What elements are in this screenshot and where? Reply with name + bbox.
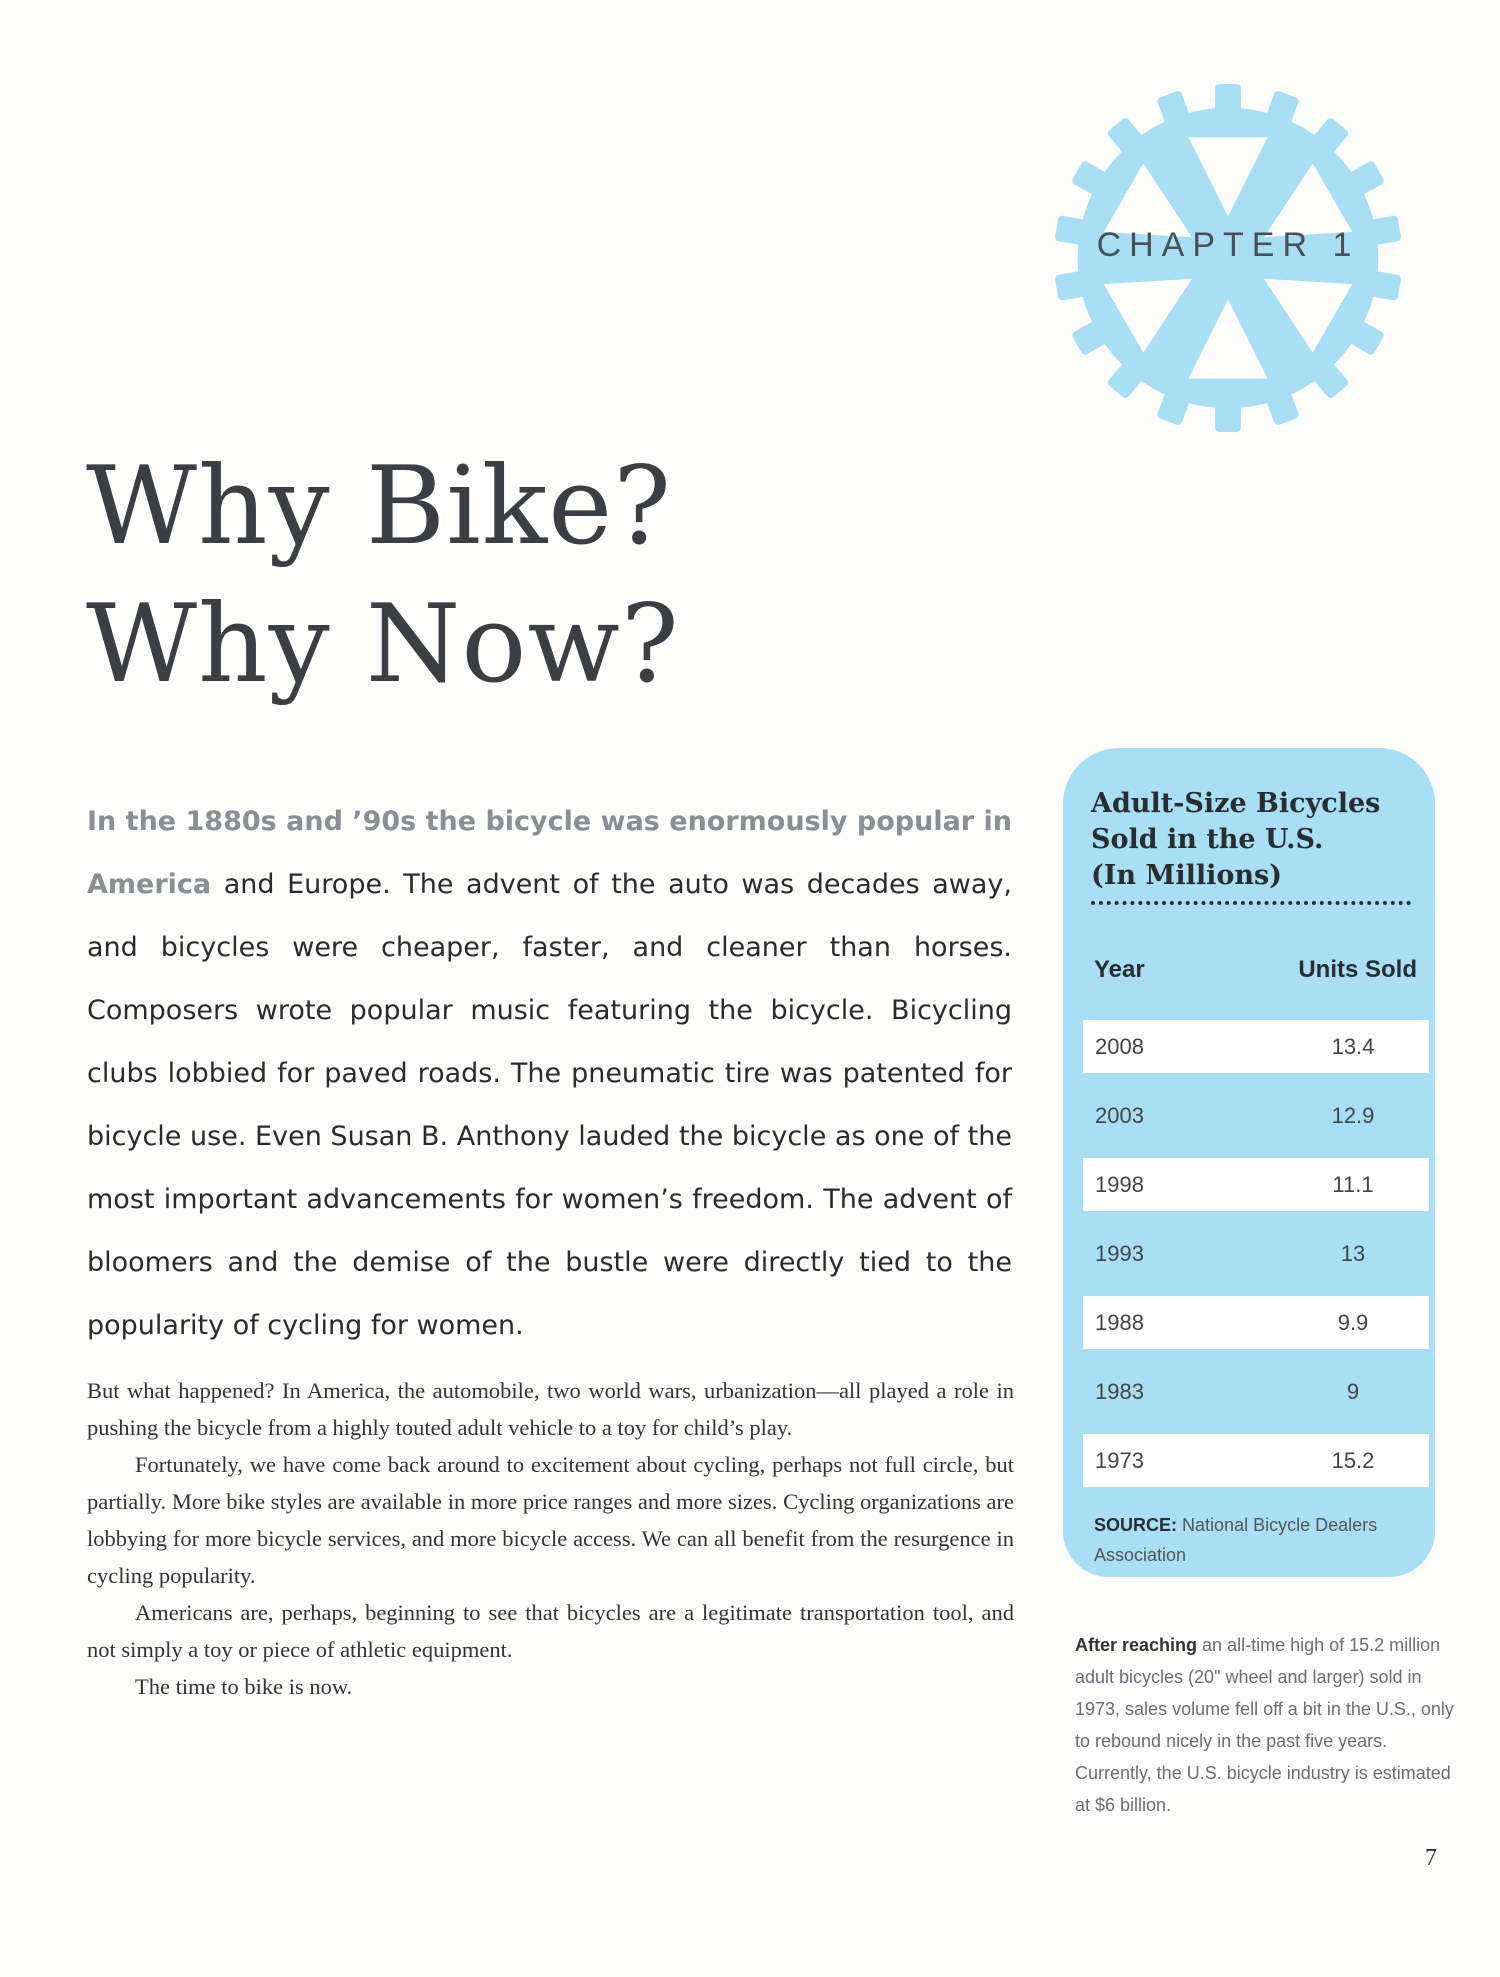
table-row: [1083, 1296, 1429, 1349]
title-line-1: Why Bike?: [86, 444, 673, 569]
page-title: [86, 438, 680, 714]
year-cell: 2003: [1095, 1103, 1144, 1128]
lead-paragraph: [87, 790, 1012, 1357]
caption-text: an all-time high of 15.2 million adult bicycles (20" wheel and larger) sold in 1973, sales volume fell off a bit in the U.S., only to rebound nicely in the past five years. Currently, the U.S. bicycle industry is estimated at $6 billion.: [1075, 1635, 1454, 1815]
table-row: [1083, 1089, 1429, 1142]
sidebar-title-line: Sold in the U.S.: [1091, 824, 1324, 855]
column-header-units: Units Sold: [1298, 956, 1417, 983]
table-row: [1083, 1158, 1429, 1211]
table-row: [1083, 1365, 1429, 1418]
table-row: [1083, 1227, 1429, 1280]
caption-lead: After reaching: [1075, 1635, 1198, 1655]
sidebar-title-line: (In Millions): [1091, 860, 1282, 891]
year-cell: 1998: [1095, 1172, 1144, 1197]
body-paragraph: The time to bike is now.: [135, 1674, 353, 1699]
units-cell: 12.9: [1331, 1103, 1375, 1128]
source-text: National Bicycle Dealers Association: [1094, 1515, 1378, 1565]
units-cell: 15.2: [1331, 1448, 1375, 1473]
year-cell: 2008: [1095, 1034, 1144, 1059]
year-cell: 1993: [1095, 1241, 1144, 1266]
body-paragraph: But what happened? In America, the automobile, two world wars, urbanization—all played a role in pushing the bicycle from a highly touted adult vehicle to a toy for child’s play.: [87, 1378, 1014, 1440]
sidebar-caption: [1075, 1629, 1455, 1821]
units-cell: 13.4: [1331, 1034, 1375, 1059]
page-number: 7: [1425, 1845, 1437, 1871]
year-cell: 1973: [1095, 1448, 1144, 1473]
table-row: [1083, 1434, 1429, 1487]
year-cell: 1988: [1095, 1310, 1144, 1335]
table-row: [1083, 1020, 1429, 1073]
units-cell: 13: [1340, 1241, 1366, 1266]
units-cell: 9: [1346, 1379, 1360, 1404]
sidebar-title-line: Adult-Size Bicycles: [1091, 788, 1381, 819]
year-cell: 1983: [1095, 1379, 1144, 1404]
body-text: [87, 1372, 1014, 1705]
units-cell: 9.9: [1337, 1310, 1369, 1335]
source-note: [1094, 1510, 1414, 1570]
column-header-year: Year: [1094, 956, 1145, 983]
source-label: SOURCE:: [1094, 1515, 1178, 1535]
title-line-2: Why Now?: [86, 582, 680, 707]
sales-sidebar: [1063, 748, 1435, 1577]
chapter-label: CHAPTER 1: [1096, 226, 1360, 264]
body-paragraph: Americans are, perhaps, beginning to see that bicycles are a legitimate transportation tool, and not simply a toy or piece of athletic equipment.: [87, 1600, 1014, 1662]
lead-rest: and Europe. The advent of the auto was decades away, and bicycles were cheaper, faster, and cleaner than horses. Composers wrote popular music featuring the bicycle. Bicycling clubs lobbied for paved roads. The pneumatic tire was patented for bicycle use. Even Susan B. Anthony lauded the bicycle as one of the most important advancements for women’s freedom. The advent of bloomers and the demise of the bustle were directly tied to the popularity of cycling for women.: [87, 869, 1012, 1341]
sidebar-title: [1091, 786, 1421, 894]
dotted-divider: [1091, 901, 1411, 905]
body-paragraph: Fortunately, we have come back around to excitement about cycling, perhaps not full circle, but partially. More bike styles are available in more price ranges and more sizes. Cycling organizations are lobbying for more bicycle services, and more bicycle access. We can all benefit from the resurgence in cycling popularity.: [87, 1452, 1014, 1588]
units-cell: 11.1: [1332, 1172, 1374, 1197]
lead-intro: In the 1880s and ’90s the bicycle was enormously popular in America: [87, 806, 1012, 900]
